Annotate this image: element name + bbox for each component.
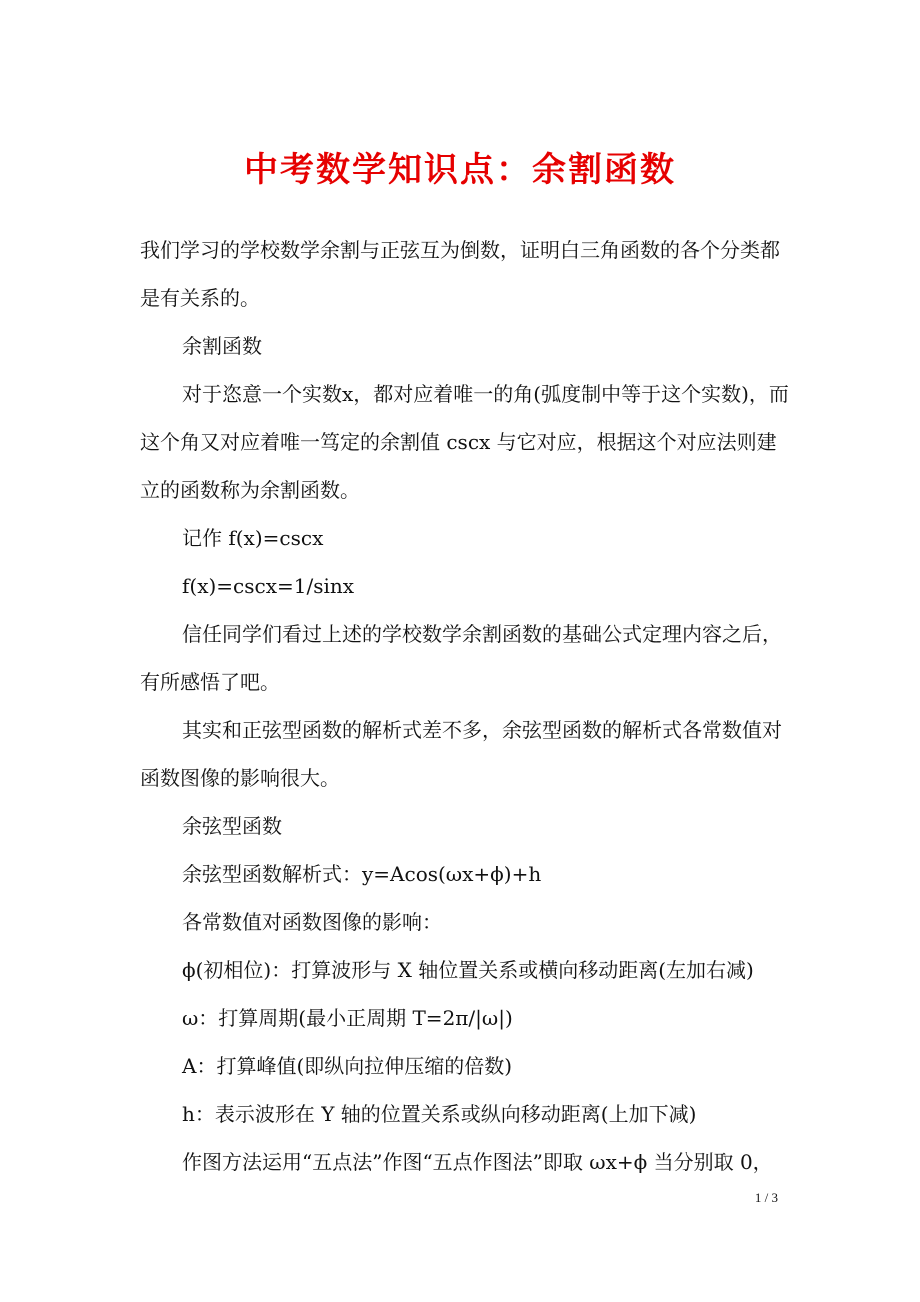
section-heading-cosecant: 余割函数 [182, 334, 262, 358]
formula-line: 记作 f(x)=cscx [182, 526, 324, 550]
list-item: ϕ(初相位)：打算波形与 X 轴位置关系或横向移动距离(左加右减) [182, 958, 754, 982]
formula-line: 余弦型函数解析式：y=Acos(ωx+ϕ)+h [182, 862, 542, 886]
page-title: 中考数学知识点：余割函数 [244, 150, 676, 190]
document-body [140, 226, 790, 1186]
section-heading-cosine-type: 余弦型函数 [182, 814, 282, 838]
formula-line: f(x)=cscx=1/sinx [182, 574, 355, 598]
paragraph: 我们学习的学校数学余割与正弦互为倒数，证明白三角函数的各个分类都是有关系的。 [140, 238, 780, 310]
paragraph: 对于恣意一个实数x，都对应着唯一的角(弧度制中等于这个实数)，而这个角又对应着唯一笃定的余割值 cscx 与它对应，根据这个对应法则建立的函数称为余割函数。 [140, 382, 789, 502]
page-indicator: 1 / 3 [754, 1190, 778, 1205]
list-item: ω：打算周期(最小正周期 T=2π/|ω|) [182, 1006, 513, 1030]
paragraph: 各常数值对函数图像的影响： [182, 910, 442, 934]
paragraph: 作图方法运用“五点法”作图“五点作图法”即取 ωx+ϕ 当分别取 0， [182, 1150, 773, 1174]
list-item: A：打算峰值(即纵向拉伸压缩的倍数) [182, 1054, 513, 1078]
list-item: h：表示波形在 Y 轴的位置关系或纵向移动距离(上加下减) [182, 1102, 697, 1126]
paragraph: 信任同学们看过上述的学校数学余割函数的基础公式定理内容之后，有所感悟了吧。 [140, 622, 782, 694]
paragraph: 其实和正弦型函数的解析式差不多，余弦型函数的解析式各常数值对函数图像的影响很大。 [140, 718, 782, 790]
